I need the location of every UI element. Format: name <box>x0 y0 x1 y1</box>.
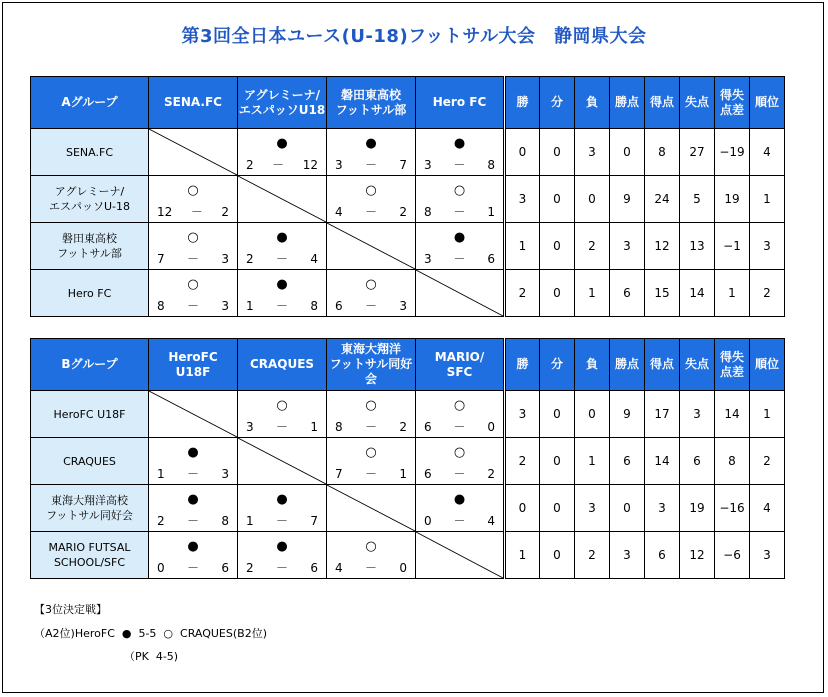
stat-value: 6 <box>680 438 715 485</box>
third-place-heading: 【3位決定戦】 <box>34 603 107 616</box>
win-mark-icon: ○ <box>365 539 377 554</box>
stat-value: 2 <box>575 223 610 270</box>
match-score <box>416 205 503 219</box>
win-mark-icon: ○ <box>365 398 377 413</box>
match-result-cell <box>238 129 327 176</box>
stat-value: −16 <box>715 485 750 532</box>
score-dash: － <box>186 467 199 481</box>
stat-value: −1 <box>715 223 750 270</box>
match-score <box>416 467 503 481</box>
loss-mark-icon: ● <box>276 136 288 151</box>
self-match-cell <box>327 485 416 532</box>
score-own: 7 <box>335 467 343 481</box>
self-match-cell <box>149 391 238 438</box>
self-match-cell <box>238 176 327 223</box>
loss-mark-icon: ● <box>453 492 466 507</box>
match-result-cell <box>416 176 505 223</box>
stat-value: 3 <box>610 532 645 579</box>
match-score <box>327 467 415 481</box>
score-own: 0 <box>424 514 432 528</box>
score-dash: － <box>275 561 288 575</box>
row-team-name: アグレミーナ/ エスパッソU-18 <box>31 176 149 223</box>
column-team-header: 東海大翔洋 フットサル同好会 <box>327 339 416 391</box>
self-match-cell <box>416 270 505 317</box>
diagonal-line <box>416 532 503 578</box>
stat-value: 8 <box>645 129 680 176</box>
score-opponent: 1 <box>399 467 407 481</box>
table-row <box>31 438 785 485</box>
diagonal-line <box>238 176 326 222</box>
stat-header: 失点 <box>680 77 715 129</box>
score-opponent: 2 <box>221 205 229 219</box>
row-team-name: CRAQUES <box>31 438 149 485</box>
page-title: 第3回全日本ユース(U-18)フットサル大会 静岡県大会 <box>181 26 647 47</box>
match-score <box>149 514 237 528</box>
match-result-cell <box>416 485 505 532</box>
stat-value: 15 <box>645 270 680 317</box>
match-score <box>238 420 326 434</box>
third-place-pk: （PK 4-5) <box>124 650 179 663</box>
column-team-header: 磐田東高校 フットサル部 <box>327 77 416 129</box>
match-result-cell <box>238 532 327 579</box>
row-team-name: HeroFC U18F <box>31 391 149 438</box>
score-dash: － <box>453 514 466 528</box>
stat-header: 得点 <box>645 339 680 391</box>
stat-header: 勝 <box>505 77 540 129</box>
score-opponent: 0 <box>399 561 407 575</box>
stat-value: 3 <box>680 391 715 438</box>
score-opponent: 7 <box>399 158 407 172</box>
stat-header: 分 <box>540 339 575 391</box>
stat-value: 12 <box>645 223 680 270</box>
score-own: 8 <box>424 205 432 219</box>
stat-value: 1 <box>715 270 750 317</box>
match-score <box>149 299 237 313</box>
win-mark-icon: ○ <box>365 183 377 198</box>
win-mark-icon: ○ <box>187 183 199 198</box>
score-dash: － <box>453 467 466 481</box>
score-dash: － <box>364 561 377 575</box>
column-team-header: アグレミーナ/ エスパッソU18 <box>238 77 327 129</box>
stat-value: 0 <box>540 223 575 270</box>
match-score <box>149 205 237 219</box>
stat-value: −19 <box>715 129 750 176</box>
stat-value: 17 <box>645 391 680 438</box>
stat-value: 3 <box>575 485 610 532</box>
match-result-cell <box>149 485 238 532</box>
stat-header: 失点 <box>680 339 715 391</box>
stat-value: 0 <box>610 485 645 532</box>
score-opponent: 8 <box>221 514 229 528</box>
score-own: 6 <box>424 420 432 434</box>
score-opponent: 0 <box>487 420 495 434</box>
match-score <box>238 252 326 266</box>
score-dash: － <box>364 205 377 219</box>
stat-value: 2 <box>750 438 785 485</box>
stat-value: 12 <box>680 532 715 579</box>
stat-value: 3 <box>750 223 785 270</box>
match-score <box>238 158 326 172</box>
score-dash: － <box>275 252 288 266</box>
stat-value: 4 <box>750 485 785 532</box>
score-opponent: 12 <box>302 158 318 172</box>
match-result-cell <box>327 270 416 317</box>
match-score <box>149 467 237 481</box>
stat-value: 3 <box>750 532 785 579</box>
score-dash: － <box>186 514 199 528</box>
score-own: 8 <box>157 299 165 313</box>
stat-value: 6 <box>610 438 645 485</box>
win-mark-icon: ○ <box>276 398 288 413</box>
score-opponent: 6 <box>221 561 229 575</box>
match-result-cell <box>327 176 416 223</box>
stat-value: 6 <box>645 532 680 579</box>
loss-mark-icon: ● <box>187 492 199 507</box>
stat-value: 24 <box>645 176 680 223</box>
stat-value: 0 <box>505 129 540 176</box>
column-team-header: Hero FC <box>416 77 505 129</box>
stat-value: 13 <box>680 223 715 270</box>
match-result-cell <box>238 391 327 438</box>
score-opponent: 8 <box>487 158 495 172</box>
stat-value: 0 <box>540 438 575 485</box>
stat-value: 8 <box>715 438 750 485</box>
row-team-name: Hero FC <box>31 270 149 317</box>
match-result-cell <box>327 438 416 485</box>
stat-value: 4 <box>750 129 785 176</box>
score-opponent: 3 <box>399 299 407 313</box>
self-match-cell <box>238 438 327 485</box>
match-result-cell <box>327 129 416 176</box>
match-score <box>327 205 415 219</box>
score-dash: － <box>453 252 466 266</box>
stat-value: 0 <box>540 270 575 317</box>
match-score <box>327 420 415 434</box>
match-score <box>327 158 415 172</box>
score-dash: － <box>453 420 466 434</box>
match-score <box>149 561 237 575</box>
score-dash: － <box>186 299 199 313</box>
match-score <box>238 561 326 575</box>
stat-value: 1 <box>750 391 785 438</box>
stat-header: 得点 <box>645 77 680 129</box>
column-team-header: MARIO/ SFC <box>416 339 505 391</box>
win-mark-icon: ○ <box>187 230 199 245</box>
stat-value: 0 <box>540 391 575 438</box>
score-dash: － <box>453 205 466 219</box>
stat-value: 27 <box>680 129 715 176</box>
loss-mark-icon: ● <box>276 230 288 245</box>
table-row <box>31 270 785 317</box>
score-dash: － <box>275 420 288 434</box>
stat-header: 分 <box>540 77 575 129</box>
row-team-name: MARIO FUTSAL SCHOOL/SFC <box>31 532 149 579</box>
table-row <box>31 485 785 532</box>
match-result-cell <box>416 391 505 438</box>
stat-value: 3 <box>505 391 540 438</box>
stat-value: 2 <box>750 270 785 317</box>
loss-mark-icon: ● <box>453 136 466 151</box>
win-mark-icon: ○ <box>187 277 199 292</box>
score-own: 1 <box>246 299 254 313</box>
loss-mark-icon: ● <box>453 230 466 245</box>
self-match-cell <box>149 129 238 176</box>
score-own: 3 <box>424 158 432 172</box>
stat-value: 0 <box>540 532 575 579</box>
win-mark-icon: ○ <box>365 445 377 460</box>
stat-value: 0 <box>575 391 610 438</box>
score-dash: － <box>364 467 377 481</box>
diagonal-line <box>238 438 326 484</box>
score-opponent: 3 <box>221 252 229 266</box>
table-row <box>31 532 785 579</box>
diagonal-line <box>416 270 503 316</box>
stat-value: 1 <box>505 532 540 579</box>
match-score <box>238 514 326 528</box>
diagonal-line <box>149 129 237 175</box>
score-own: 2 <box>246 252 254 266</box>
score-dash: － <box>186 561 199 575</box>
stat-value: 9 <box>610 391 645 438</box>
match-score <box>327 299 415 313</box>
score-own: 6 <box>424 467 432 481</box>
match-result-cell <box>149 270 238 317</box>
match-result-cell <box>238 223 327 270</box>
match-result-cell <box>238 485 327 532</box>
stat-header: 負 <box>575 77 610 129</box>
win-mark-icon: ○ <box>453 183 466 198</box>
match-score <box>416 514 503 528</box>
stat-value: 19 <box>715 176 750 223</box>
self-match-cell <box>416 532 505 579</box>
match-result-cell <box>238 270 327 317</box>
loss-mark-icon: ● <box>276 492 288 507</box>
stat-value: 2 <box>505 438 540 485</box>
stat-header: 順位 <box>750 77 785 129</box>
stat-value: 1 <box>505 223 540 270</box>
stat-header: 勝点 <box>610 339 645 391</box>
score-opponent: 6 <box>310 561 318 575</box>
score-dash: － <box>186 252 199 266</box>
score-opponent: 4 <box>487 514 495 528</box>
score-own: 0 <box>157 561 165 575</box>
stat-value: 0 <box>575 176 610 223</box>
stat-header: 負 <box>575 339 610 391</box>
score-opponent: 2 <box>399 205 407 219</box>
table-row <box>31 129 785 176</box>
match-result-cell <box>149 438 238 485</box>
score-dash: － <box>364 420 377 434</box>
stat-value: 14 <box>645 438 680 485</box>
stat-value: 0 <box>540 176 575 223</box>
score-opponent: 4 <box>310 252 318 266</box>
score-own: 12 <box>157 205 173 219</box>
group-name: Bグループ <box>31 339 149 391</box>
match-result-cell <box>149 223 238 270</box>
stat-header: 得失 点差 <box>715 77 750 129</box>
loss-mark-icon: ● <box>187 539 199 554</box>
self-match-cell <box>327 223 416 270</box>
stat-value: 9 <box>610 176 645 223</box>
stat-value: 0 <box>540 129 575 176</box>
score-opponent: 3 <box>221 467 229 481</box>
score-own: 3 <box>246 420 254 434</box>
score-opponent: 2 <box>399 420 407 434</box>
diagonal-line <box>327 223 415 269</box>
stat-value: 0 <box>610 129 645 176</box>
stat-header: 順位 <box>750 339 785 391</box>
stat-value: 14 <box>715 391 750 438</box>
row-team-name: 磐田東高校 フットサル部 <box>31 223 149 270</box>
stat-value: 0 <box>505 485 540 532</box>
table-row <box>31 391 785 438</box>
group-b-table <box>30 338 785 579</box>
third-place-result: （A2位)HeroFC ● 5-5 ○ CRAQUES(B2位) <box>34 627 267 640</box>
match-score <box>416 252 503 266</box>
row-team-name: SENA.FC <box>31 129 149 176</box>
match-result-cell <box>416 438 505 485</box>
stat-value: 5 <box>680 176 715 223</box>
score-opponent: 3 <box>221 299 229 313</box>
win-mark-icon: ○ <box>453 445 466 460</box>
win-mark-icon: ○ <box>453 398 466 413</box>
stat-header: 得失 点差 <box>715 339 750 391</box>
score-opponent: 6 <box>487 252 495 266</box>
score-own: 2 <box>157 514 165 528</box>
loss-mark-icon: ● <box>187 445 199 460</box>
score-own: 4 <box>335 561 343 575</box>
diagonal-line <box>327 485 415 531</box>
stat-value: 6 <box>610 270 645 317</box>
match-result-cell <box>327 391 416 438</box>
stat-value: 1 <box>750 176 785 223</box>
stat-value: 3 <box>645 485 680 532</box>
stat-value: 0 <box>540 485 575 532</box>
score-own: 1 <box>246 514 254 528</box>
match-result-cell <box>327 532 416 579</box>
stat-value: 3 <box>610 223 645 270</box>
loss-mark-icon: ● <box>365 136 377 151</box>
column-team-header: SENA.FC <box>149 77 238 129</box>
table-row <box>31 223 785 270</box>
match-score <box>416 158 503 172</box>
score-dash: － <box>364 158 377 172</box>
group-a-table <box>30 76 785 317</box>
stat-value: 3 <box>575 129 610 176</box>
stat-header: 勝 <box>505 339 540 391</box>
score-dash: － <box>453 158 466 172</box>
score-own: 6 <box>335 299 343 313</box>
score-opponent: 1 <box>487 205 495 219</box>
column-team-header: CRAQUES <box>238 339 327 391</box>
score-dash: － <box>364 299 377 313</box>
group-name: Aグループ <box>31 77 149 129</box>
score-opponent: 7 <box>310 514 318 528</box>
stat-value: 2 <box>505 270 540 317</box>
score-dash: － <box>190 205 203 219</box>
match-score <box>238 299 326 313</box>
stat-value: −6 <box>715 532 750 579</box>
match-score <box>149 252 237 266</box>
stat-value: 14 <box>680 270 715 317</box>
score-own: 1 <box>157 467 165 481</box>
stat-value: 2 <box>575 532 610 579</box>
score-opponent: 1 <box>310 420 318 434</box>
diagonal-line <box>149 391 237 437</box>
stat-header: 勝点 <box>610 77 645 129</box>
score-dash: － <box>275 514 288 528</box>
match-result-cell <box>149 176 238 223</box>
loss-mark-icon: ● <box>276 539 288 554</box>
stat-value: 19 <box>680 485 715 532</box>
score-dash: － <box>275 299 288 313</box>
match-result-cell <box>149 532 238 579</box>
column-team-header: HeroFC U18F <box>149 339 238 391</box>
score-own: 3 <box>424 252 432 266</box>
match-score <box>416 420 503 434</box>
match-result-cell <box>416 129 505 176</box>
stat-value: 3 <box>505 176 540 223</box>
stat-value: 1 <box>575 438 610 485</box>
match-score <box>327 561 415 575</box>
stat-value: 1 <box>575 270 610 317</box>
score-own: 2 <box>246 158 254 172</box>
match-result-cell <box>416 223 505 270</box>
score-own: 2 <box>246 561 254 575</box>
score-own: 7 <box>157 252 165 266</box>
score-own: 3 <box>335 158 343 172</box>
score-opponent: 2 <box>487 467 495 481</box>
win-mark-icon: ○ <box>365 277 377 292</box>
table-row <box>31 176 785 223</box>
score-own: 4 <box>335 205 343 219</box>
loss-mark-icon: ● <box>276 277 288 292</box>
score-own: 8 <box>335 420 343 434</box>
score-opponent: 8 <box>310 299 318 313</box>
row-team-name: 東海大翔洋高校 フットサル同好会 <box>31 485 149 532</box>
score-dash: － <box>272 158 285 172</box>
